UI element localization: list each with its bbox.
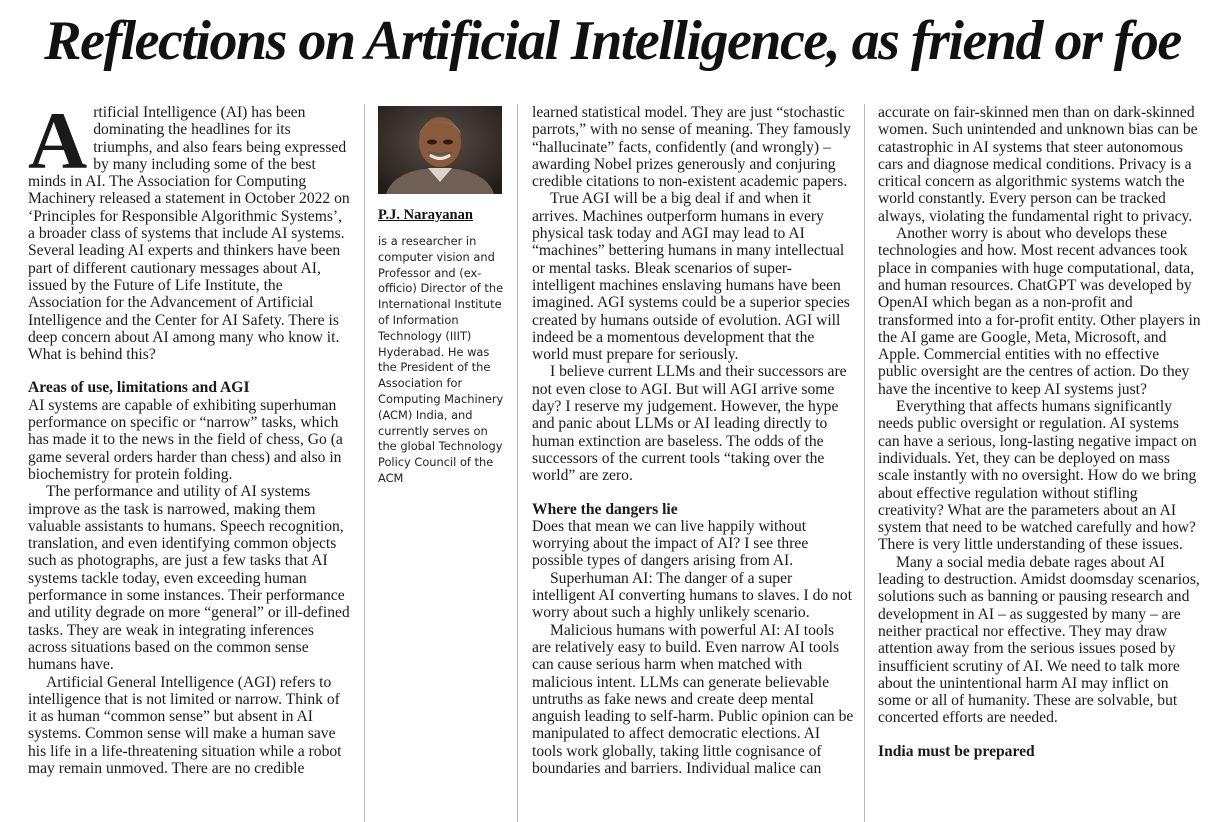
column-rule (864, 104, 865, 822)
author-photo (378, 106, 502, 194)
author-name: P.J. Narayanan (378, 207, 473, 223)
paragraph: Does that mean we can live happily without worrying about the impact of AI? I see three possible types of dangers arising from AI. (532, 517, 809, 570)
section-heading: Areas of use, limitations and AGI (28, 379, 250, 397)
paragraph: rtificial Intelligence (AI) has been dominating the headlines for its triumphs, and also fears being expressed by many including some of the best minds in AI. The Association for Computing Machinery released a statement in October 2022 on ‘Principles for Responsible Algorithmic Systems’, a broader class of systems that include AI systems. Several leading AI experts and thinkers have been part of different cautionary messages about AI, issued by the Future of Life Institute, the Association for the Advancement of Artificial Intelligence and the Center for AI Safety. There is deep concern about AI among many who know it. What is behind this? (28, 104, 350, 364)
paragraph: The performance and utility of AI systems improve as the task is narrowed, making them valuable assistants to humans. Speech recognition, translation, and even identifying common objects such as photographs, are just a few tasks that AI systems tackle today, even exceeding human performance in some instances. Their performance and utility degrade on more “general” or ill-defined tasks. They are weak in integrating inferences across situations based on the common sense humans have. (28, 483, 350, 674)
author-box (378, 106, 506, 487)
column-rule (364, 104, 365, 822)
paragraph: learned statistical model. They are just “stochastic parrots,” with no sense of meaning. They famously “hallucinate” facts, confidently (and wrongly) – awarding Nobel prizes generously and conjuring credible citations to non-existent academic papers. (532, 104, 851, 191)
author-bio: is a researcher in computer vision and Professor and (ex-officio) Director of the International Institute of Information Technology (IIIT) Hyderabad. He was the President of the Association for Computing Machinery (ACM) India, and currently serves on the global Technology Policy Council of the ACM (378, 234, 504, 485)
paragraph: AI systems are capable of exhibiting superhuman performance on specific or “narrow” tasks, which has made it to the news in the field of chess, Go (a game several orders harder than chess) and also in biochemistry for protein folding. (28, 396, 343, 483)
column-rule (517, 104, 518, 822)
paragraph: True AGI will be a big deal if and when it arrives. Machines outperform humans in every physical task today and AGI may lead to AI “machines” bettering humans in many intellectual or mental tasks. Bleak scenarios of super-intelligent machines enslaving humans have been imagined. AGI systems could be a superior species created by humans outside of evolution. AGI will indeed be a momentous development that the world must prepare for seriously. (532, 190, 850, 364)
paragraph: Another worry is about who develops these technologies and how. Most recent advances took place in companies with huge computational, data, and human resources. ChatGPT was developed by OpenAI which began as a non-profit and transformed into a for-profit entity. Other players in the AI game are Google, Meta, Microsoft, and Apple. Commercial entities with no effective public oversight are the centres of action. Do they have the incentive to keep AI systems just? (878, 225, 1201, 398)
paragraph: Many a social media debate rages about AI leading to destruction. Amidst doomsday scenarios, solutions such as banning or pausing research and development in AI – as suggested by many – are neither practical nor effective. They may draw attention away from the serious issues posed by insufficient scrutiny of AI. We need to talk more about the unintentional harm AI may inflict on some or all of humanity. These are solvable, but concerted efforts are needed. (878, 553, 1200, 727)
section-heading: India must be prepared (878, 742, 1035, 760)
drop-cap: A (28, 104, 88, 186)
portrait-image (378, 106, 502, 194)
paragraph: Everything that affects humans significantly needs public oversight or regulation. AI systems can have a serious, long-lasting negative impact on individuals. Yet, they can be deployed on mass scale instantly with no oversight. How do we bring about effective regulation without stifling creativity? What are the parameters about an AI system that need to be watched carefully and how? There is very little understanding of these issues. (878, 398, 1197, 554)
column-1 (28, 104, 350, 822)
section-heading: Where the dangers lie (532, 500, 678, 518)
paragraph: Artificial General Intelligence (AGI) refers to intelligence that is not limited or narrow. Think of it as human “common sense” but absent in AI systems. Common sense will make a human save his life in a life-threatening situation while a robot may remain unmoved. There are no credible (28, 673, 342, 777)
column-4 (878, 104, 1202, 822)
paragraph: I believe current LLMs and their successors are not even close to AGI. But will AGI arrive some day? I reserve my judgement. However, the hype and panic about LLMs or AI leading directly to human extinction are baseless. The odds of the successors of the current tools “taking over the world” are zero. (532, 363, 847, 485)
headline: Reflections on Artificial Intelligence, as friend or foe (44, 10, 1181, 72)
column-3 (532, 104, 854, 822)
paragraph: Superhuman AI: The danger of a super intelligent AI converting humans to slaves. I do not worry about such a highly unlikely scenario. (532, 569, 853, 622)
paragraph: accurate on fair-skinned men than on dark-skinned women. Such unintended and unknown bias can be catastrophic in AI systems that steer autonomous cars and diagnose medical conditions. Privacy is a critical concern as algorithmic systems watch the world constantly. Every person can be tracked always, violating the fundamental right to privacy. (878, 104, 1198, 225)
paragraph: Malicious humans with powerful AI: AI tools are relatively easy to build. Even narrow AI tools can cause serious harm when matched with malicious intent. LLMs can generate believable untruths as fake news and create deep mental anguish leading to self-harm. Public opinion can be manipulated to affect democratic elections. AI tools work globally, taking little cognisance of boundaries and barriers. Individual malice can (532, 621, 854, 777)
